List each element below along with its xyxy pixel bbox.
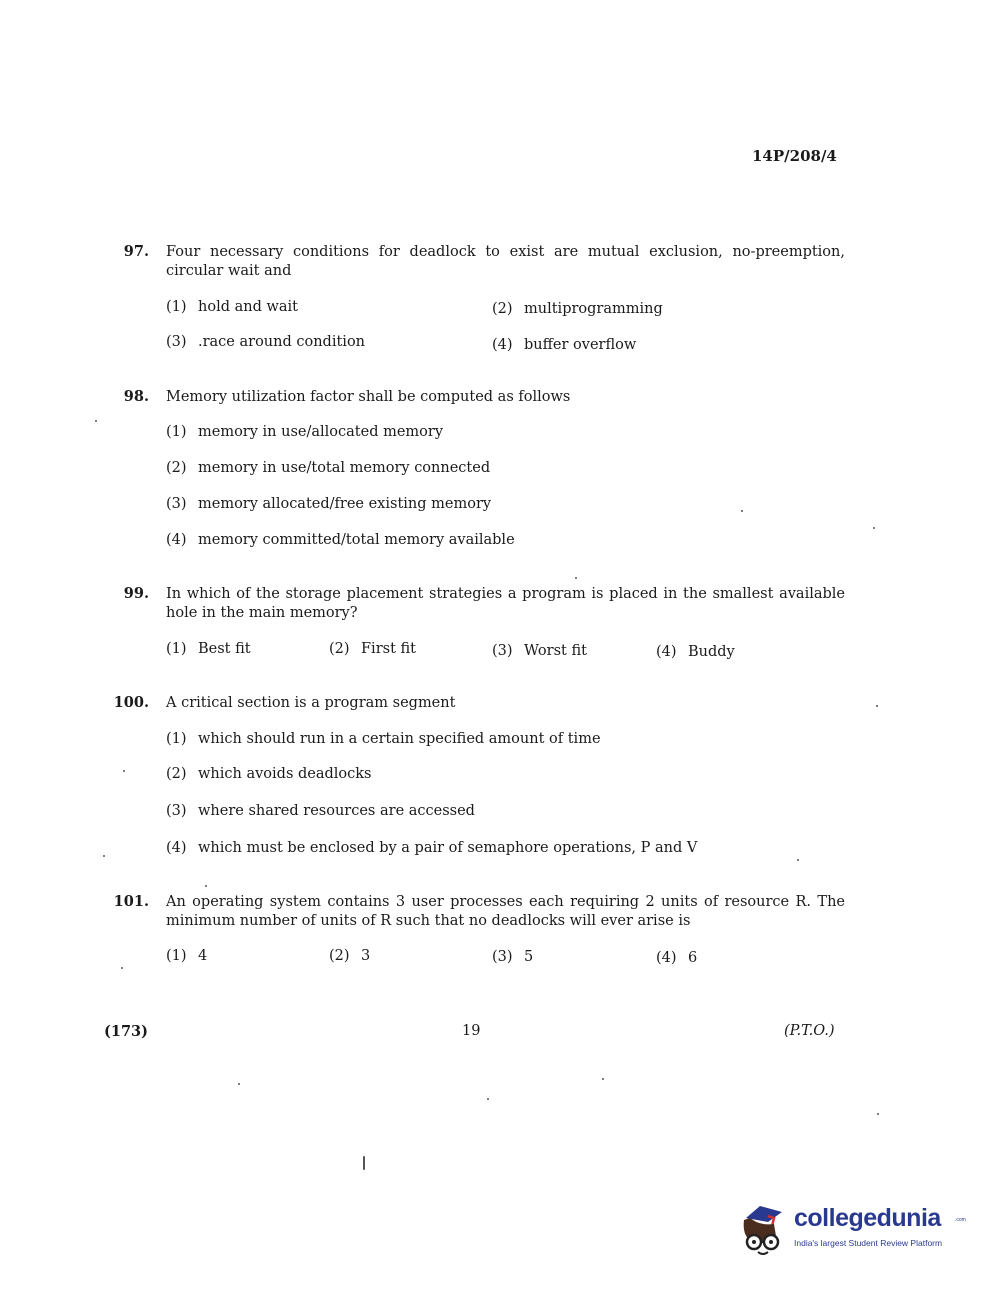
collegedunia-logo [738, 1196, 966, 1262]
option-1 [166, 299, 298, 315]
option-number: (4) [166, 532, 187, 548]
scan-speck [95, 420, 97, 422]
option-1 [166, 731, 601, 747]
question-number: 99. [123, 585, 149, 602]
page-number: 19 [462, 1023, 481, 1039]
question-99 [105, 585, 845, 623]
option-text: which should run in a certain specified amount of time [198, 731, 601, 747]
option-number: (2) [492, 301, 513, 317]
question-number: 100. [113, 694, 149, 711]
question-100 [105, 694, 845, 713]
scan-speck [877, 1113, 879, 1115]
scan-speck [602, 1078, 604, 1080]
question-98 [105, 388, 845, 407]
scan-speck [797, 859, 799, 861]
scan-speck [123, 770, 125, 772]
option-number: (1) [166, 641, 187, 657]
option-2 [166, 766, 372, 782]
option-number: (3) [492, 643, 513, 659]
option-number: (3) [166, 334, 187, 350]
option-text: 3 [361, 948, 371, 964]
option-text: memory allocated/free existing memory [198, 496, 492, 512]
option-number: (4) [656, 644, 677, 660]
option-1 [166, 424, 443, 440]
question-text: In which of the storage placement strategies a program is placed in the smallest available hole in the main memory? [166, 586, 845, 621]
question-number: 97. [123, 243, 149, 260]
option-text: .race around condition [198, 334, 366, 350]
question-text: An operating system contains 3 user processes each requiring 2 units of resource R. The minimum number of units of R such that no deadlocks will ever arise is [166, 894, 845, 929]
logo-suffix: .com [955, 1217, 966, 1223]
option-number: (2) [329, 641, 350, 657]
option-3 [492, 643, 587, 659]
question-101 [105, 893, 845, 931]
option-3 [492, 949, 533, 965]
option-text: 6 [688, 950, 698, 966]
option-number: (1) [166, 299, 187, 315]
option-text: memory committed/total memory available [198, 532, 515, 548]
scan-speck [363, 1156, 365, 1170]
paper-code: 14P/208/4 [752, 147, 837, 165]
option-text: Worst fit [524, 643, 587, 659]
question-number: 98. [123, 388, 149, 405]
option-number: (2) [166, 766, 187, 782]
option-text: buffer overflow [524, 337, 637, 353]
option-number: (4) [656, 950, 677, 966]
option-text: 4 [198, 948, 208, 964]
option-number: (1) [166, 948, 187, 964]
option-3 [166, 334, 365, 350]
option-4 [166, 532, 515, 548]
question-number: 101. [113, 893, 149, 910]
option-text: multiprogramming [524, 301, 663, 317]
scan-speck [876, 705, 878, 707]
option-text: where shared resources are accessed [198, 803, 475, 819]
option-1 [166, 641, 251, 657]
option-text: First fit [361, 641, 417, 657]
option-3 [166, 803, 475, 819]
logo-tagline: India's largest Student Review Platform [794, 1238, 943, 1248]
paper-set-code: (173) [104, 1023, 148, 1040]
option-number: (2) [166, 460, 187, 476]
question-text: Memory utilization factor shall be computed as follows [166, 389, 571, 405]
option-number: (1) [166, 424, 187, 440]
option-4 [492, 337, 636, 353]
option-text: Best fit [198, 641, 251, 657]
option-number: (4) [166, 840, 187, 856]
option-text: 5 [524, 949, 534, 965]
option-text: which avoids deadlocks [198, 766, 372, 782]
option-number: (4) [492, 337, 513, 353]
option-3 [166, 496, 491, 512]
mascot-icon [738, 1196, 790, 1258]
option-2 [329, 641, 416, 657]
scan-speck [205, 885, 207, 887]
option-number: (3) [166, 496, 187, 512]
option-text: memory in use/total memory connected [198, 460, 491, 476]
scan-speck [873, 527, 875, 529]
scan-speck [741, 510, 743, 512]
scan-speck [487, 1098, 489, 1100]
scan-speck [575, 577, 577, 579]
option-text: memory in use/allocated memory [198, 424, 444, 440]
option-text: which must be enclosed by a pair of semaphore operations, P and V [198, 840, 698, 856]
scan-speck [121, 967, 123, 969]
question-97 [105, 243, 845, 281]
option-text: hold and wait [198, 299, 298, 315]
pto-note: (P.T.O.) [784, 1023, 835, 1039]
option-number: (3) [166, 803, 187, 819]
option-text: Buddy [688, 644, 735, 660]
logo-wordmark: collegedunia [794, 1204, 941, 1232]
question-text: Four necessary conditions for deadlock to exist are mutual exclusion, no-preemption, circular wait and [166, 244, 845, 279]
option-4 [656, 644, 735, 660]
option-4 [656, 950, 697, 966]
option-number: (2) [329, 948, 350, 964]
option-2 [166, 460, 490, 476]
question-text: A critical section is a program segment [166, 695, 456, 711]
scan-speck [238, 1083, 240, 1085]
option-2 [329, 948, 370, 964]
option-1 [166, 948, 207, 964]
option-number: (1) [166, 731, 187, 747]
option-4 [166, 840, 697, 856]
option-2 [492, 301, 663, 317]
option-number: (3) [492, 949, 513, 965]
scan-speck [103, 855, 105, 857]
